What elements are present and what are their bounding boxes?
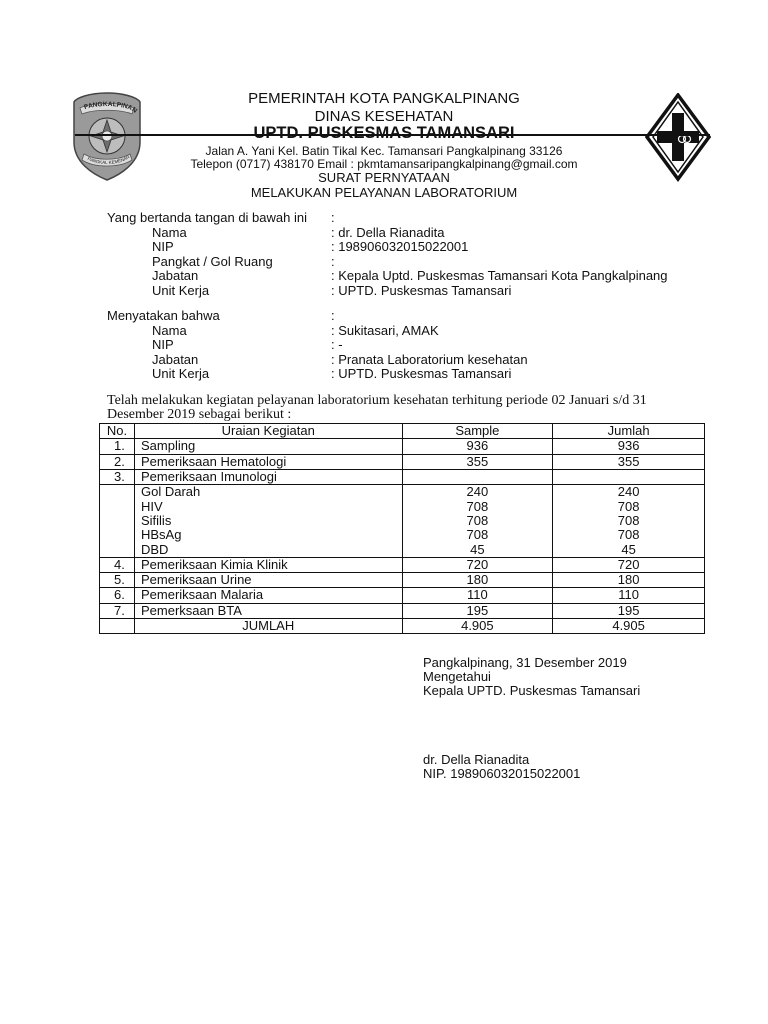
row-description: Pemeriksaan Kimia Klinik [134,557,402,572]
row-number: 5. [100,572,135,587]
signer-field-label: Nama [152,224,187,240]
org-title: UPTD. PUSKESMAS TAMANSARI [253,124,515,142]
table-row [100,557,705,572]
table-row [100,485,705,500]
gov-title: PEMERINTAH KOTA PANGKALPINANG [248,90,520,107]
signer-field-value: : 198906032015022001 [331,239,469,254]
table-row [100,528,705,542]
row-jumlah: 240 [553,485,705,500]
signer-position: Kepala UPTD. Puskesmas Tamansari [423,683,641,698]
doc-subject: MELAKUKAN PELAYANAN LABORATORIUM [250,185,518,200]
table-row [100,603,705,618]
signer-nip: NIP. 198906032015022001 [423,766,581,781]
row-jumlah: 110 [553,588,705,603]
signer-field-value: : Kepala Uptd. Puskesmas Tamansari Kota Pangkalpinang [331,268,668,283]
dept-title: DINAS KESEHATAN [314,108,454,125]
subject-intro: Menyatakan bahwa [107,308,220,323]
row-description: Sifilis [134,514,402,528]
svg-text:PANGKAL KEMENANGAN: PANGKAL KEMENAN [86,154,131,166]
row-jumlah: 708 [553,528,705,542]
row-jumlah [553,469,705,484]
row-description: Pemeriksaan Hematologi [134,454,402,469]
signer-field-value: : dr. Della Rianadita [331,224,445,240]
row-number: 3. [100,469,135,484]
signer-field-label: Jabatan [152,268,199,283]
subject-field-label: Unit Kerja [152,366,210,381]
row-jumlah: 936 [553,439,705,454]
row-number [100,514,135,528]
table-row [100,542,705,557]
col-header-jumlah: Jumlah [553,424,705,439]
row-sample: 240 [402,485,553,500]
total-label: JUMLAH [134,618,402,633]
signer-field-label: Pangkat / Gol Ruang [152,253,273,269]
row-sample: 936 [402,439,553,454]
row-description: Sampling [134,439,402,454]
row-number: 4. [100,557,135,572]
row-sample: 355 [402,454,553,469]
row-description: Pemerksaan BTA [134,603,402,618]
table-row [100,469,705,484]
statement-line-2: Desember 2019 sebagai berikut : [107,407,292,422]
row-jumlah: 180 [553,572,705,587]
row-jumlah: 45 [553,542,705,557]
subject-field-label: Jabatan [152,351,199,367]
row-description: HIV [134,499,402,513]
table-total-row [100,618,705,633]
place-date: Pangkalpinang, 31 Desember 2019 [423,655,627,670]
row-description: DBD [134,542,402,557]
row-sample: 720 [402,557,553,572]
row-sample: 708 [402,514,553,528]
table-row [100,572,705,587]
table-row [100,588,705,603]
row-jumlah: 195 [553,603,705,618]
row-description: Pemeriksaan Urine [134,572,402,587]
table-row [100,454,705,469]
col-header-sample: Sample [402,424,553,439]
signer-field-value: : UPTD. Puskesmas Tamansari [331,282,512,298]
table-row [100,439,705,454]
subject-field-value: : Pranata Laboratorium kesehatan [331,351,528,367]
subject-field-label: Nama [152,322,187,338]
lab-activity-table [99,423,705,634]
subject-field-value: : Sukitasari, AMAK [331,322,439,338]
doc-type: SURAT PERNYATAAN [318,170,450,185]
row-description: Pemeriksaan Malaria [134,588,402,603]
row-jumlah: 708 [553,514,705,528]
row-number: 7. [100,603,135,618]
subject-field-value: : - [331,337,343,352]
signer-field-value: : [331,253,335,269]
statement-line-1: Telah melakukan kegiatan pelayanan laboratorium kesehatan terhitung periode 02 Januari s/d 31 [107,393,647,408]
row-description: HBsAg [134,528,402,542]
contact-line: Telepon (0717) 438170 Email : pkmtamansaripangkalpinang@gmail.com [190,157,578,171]
row-description: Pemeriksaan Imunologi [134,469,402,484]
row-sample: 180 [402,572,553,587]
row-number: 2. [100,454,135,469]
row-jumlah: 355 [553,454,705,469]
table-row [100,499,705,513]
total-sample: 4.905 [402,618,553,633]
row-description: Gol Darah [134,485,402,500]
subject-intro-colon: : [331,308,335,323]
signer-field-label: NIP [152,239,174,254]
row-sample: 195 [402,603,553,618]
table-row [100,514,705,528]
row-number [100,485,135,500]
row-number: 1. [100,439,135,454]
row-sample: 708 [402,528,553,542]
row-jumlah: 720 [553,557,705,572]
row-sample: 110 [402,588,553,603]
col-header-description: Uraian Kegiatan [134,424,402,439]
row-number [100,528,135,542]
col-header-no: No. [100,424,135,439]
signer-intro: Yang bertanda tangan di bawah ini [107,210,307,225]
row-sample [402,469,553,484]
subject-field-value: : UPTD. Puskesmas Tamansari [331,366,512,381]
signer-intro-colon: : [331,210,335,225]
row-number: 6. [100,588,135,603]
row-number [100,542,135,557]
signer-field-label: Unit Kerja [152,282,210,298]
address-line: Jalan A. Yani Kel. Batin Tikal Kec. Tamansari Pangkalpinang 33126 [205,144,563,158]
svg-text:PANGKALPINANG: PANGKALPINAN [83,100,139,115]
row-sample: 708 [402,499,553,513]
table-header-row [100,424,705,439]
total-number-cell [100,618,135,633]
subject-field-label: NIP [152,337,174,352]
signer-name: dr. Della Rianadita [423,752,530,767]
row-number [100,499,135,513]
row-jumlah: 708 [553,499,705,513]
acknowledge-label: Mengetahui [423,669,491,684]
row-sample: 45 [402,542,553,557]
total-jumlah: 4.905 [553,618,705,633]
